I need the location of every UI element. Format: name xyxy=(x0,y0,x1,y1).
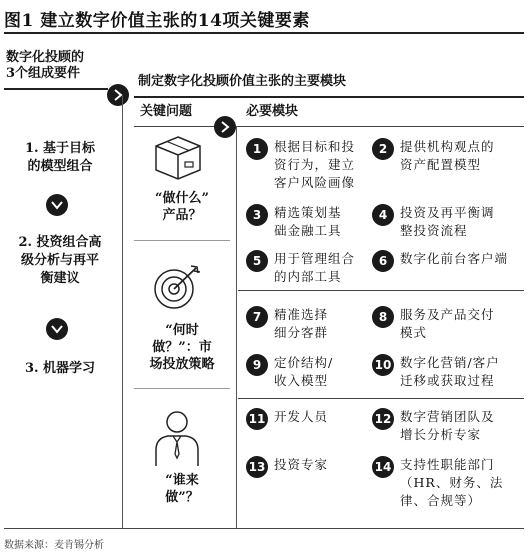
page-title: 图1 建立数字价值主张的14项关键要素 xyxy=(4,11,310,31)
module-text: 数字化营销/客户 迁移或获取过程 xyxy=(400,355,500,388)
module-text: 数字化前台客户端 xyxy=(400,251,509,266)
question-what: “做什么” 产品？ xyxy=(155,191,209,223)
module-text: 投资及再平衡调 整投资流程 xyxy=(400,205,495,238)
target-icon xyxy=(150,262,204,316)
module-14 xyxy=(372,456,524,510)
module-number: 3 xyxy=(246,204,268,226)
module-9 xyxy=(246,354,366,390)
question-when: “何时 做？”：市 场投放策略 xyxy=(149,323,215,372)
module-13 xyxy=(246,456,366,478)
module-text: 用于管理组合 的内部工具 xyxy=(274,251,356,284)
module-number: 12 xyxy=(372,408,394,430)
module-number: 10 xyxy=(372,354,394,376)
column-header-question: 关键问题 xyxy=(140,104,193,119)
title-rule xyxy=(4,32,524,34)
module-text: 开发人员 xyxy=(274,409,329,424)
module-number: 11 xyxy=(246,408,268,430)
module-text: 支持性职能部门 （HR、财务、法 律、合规等） xyxy=(400,457,504,508)
module-8 xyxy=(372,306,524,342)
module-1 xyxy=(246,138,366,192)
module-number: 5 xyxy=(246,250,268,272)
left-header: 数字化投顾的 3个组成要件 xyxy=(6,50,85,81)
module-number: 9 xyxy=(246,354,268,376)
module-text: 服务及产品交付 模式 xyxy=(400,307,495,340)
module-4 xyxy=(372,204,524,240)
module-2 xyxy=(372,138,524,174)
question-divider xyxy=(134,240,230,241)
person-icon xyxy=(152,408,202,472)
bottom-rule xyxy=(4,528,524,529)
stage-1: 1. 基于目标 的模型组合 xyxy=(24,141,96,174)
question-divider xyxy=(134,388,230,389)
question-who: “谁来 做”？ xyxy=(165,473,199,505)
source-note: 数据来源：麦肯锡分析 xyxy=(4,540,104,551)
module-text: 投资专家 xyxy=(274,457,329,472)
stage-3: 3. 机器学习 xyxy=(24,361,96,376)
module-number: 2 xyxy=(372,138,394,160)
module-number: 4 xyxy=(372,204,394,226)
module-7 xyxy=(246,306,366,342)
stage-2: 2. 投资组合高 级分析与再平 衡建议 xyxy=(18,235,102,286)
stage-chevron-down-icon xyxy=(46,194,68,216)
left-divider xyxy=(122,96,123,528)
module-group-divider xyxy=(238,290,524,291)
module-6 xyxy=(372,250,524,272)
right-header: 制定数字化投顾价值主张的主要模块 xyxy=(138,74,347,89)
module-text: 根据目标和投 资行为，建立 客户风险画像 xyxy=(274,139,356,190)
module-11 xyxy=(246,408,366,430)
module-text: 精选策划基 础金融工具 xyxy=(274,205,342,238)
module-10 xyxy=(372,354,524,390)
module-number: 6 xyxy=(372,250,394,272)
module-text: 精准选择 细分客群 xyxy=(274,307,329,340)
column-header-modules: 必要模块 xyxy=(246,104,299,119)
module-number: 13 xyxy=(246,456,268,478)
module-text: 定价结构/ 收入模型 xyxy=(274,355,334,388)
module-number: 7 xyxy=(246,306,268,328)
right-header-rule xyxy=(134,96,524,98)
column-chevron-icon xyxy=(214,116,236,138)
mid-divider xyxy=(236,126,237,528)
module-text: 提供机构观点的 资产配置模型 xyxy=(400,139,495,172)
module-number: 14 xyxy=(372,456,394,478)
module-number: 8 xyxy=(372,306,394,328)
module-3 xyxy=(246,204,366,240)
module-group-divider xyxy=(238,398,524,399)
header-chevron-icon xyxy=(107,84,129,106)
module-number: 1 xyxy=(246,138,268,160)
module-5 xyxy=(246,250,366,286)
stage-chevron-down-icon xyxy=(46,318,68,340)
box-icon xyxy=(152,134,204,186)
column-header-rule xyxy=(134,126,524,127)
module-12 xyxy=(372,408,524,444)
module-text: 数字营销团队及 增长分析专家 xyxy=(400,409,495,442)
left-header-rule xyxy=(4,88,108,90)
